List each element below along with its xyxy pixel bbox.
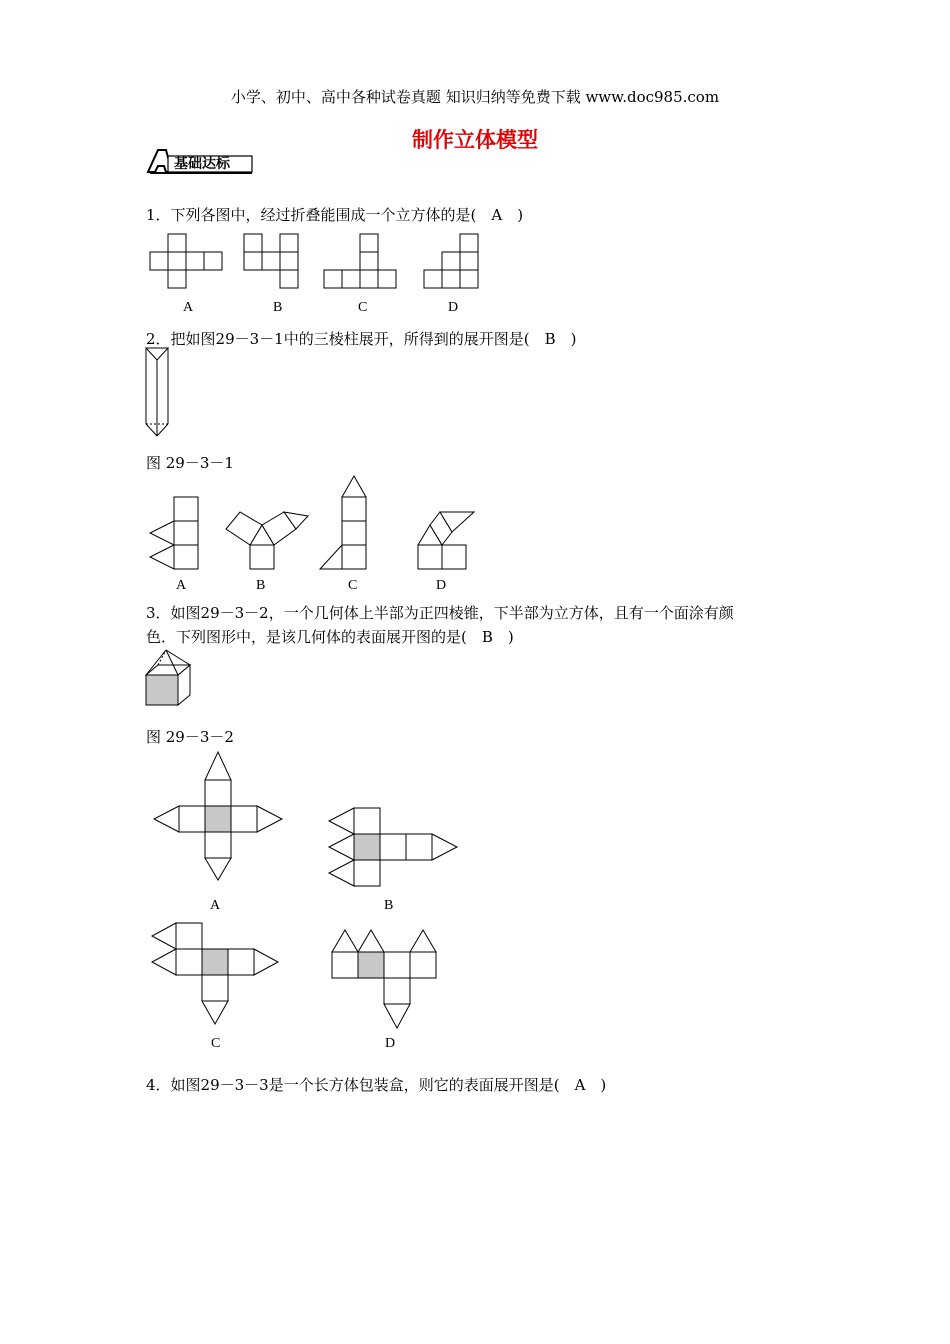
q1-option-d-label: D (448, 300, 459, 315)
q1-option-a-label: A (183, 300, 194, 315)
q3-net-b (329, 808, 457, 886)
question-3-line-2: 色．下列图形中，是该几何体的表面展开图的是( B ) (146, 628, 514, 646)
q3-option-c-label: C (211, 1036, 221, 1051)
q3-option-a-label: A (210, 898, 221, 913)
q3-net-a (154, 752, 282, 880)
q1-option-c-label: C (358, 300, 368, 315)
pyramid-cube-figure (146, 650, 190, 705)
page-header: 小学、初中、高中各种试卷真题 知识归纳等免费下载 www.doc985.com (230, 88, 720, 106)
figure-29-3-1-caption: 图 29－3－1 (146, 454, 234, 472)
question-4-text: 4．如图29－3－3是一个长方体包装盒，则它的表面展开图是( A ) (146, 1076, 607, 1094)
section-badge-label: 基础达标 (174, 156, 230, 172)
question-2-text: 2．把如图29－3－1中的三棱柱展开，所得到的展开图是( B ) (146, 330, 577, 348)
q3-option-b-label: B (384, 898, 394, 913)
q2-option-b-label: B (256, 578, 266, 593)
question-3-line-1: 3．如图29－3－2，一个几何体上半部为正四棱锥，下半部为立方体，且有一个面涂有颜 (146, 604, 734, 622)
q2-option-c-label: C (348, 578, 358, 593)
q3-option-d-label: D (385, 1036, 396, 1051)
q2-option-d-label: D (436, 578, 447, 593)
q1-option-b-label: B (273, 300, 283, 315)
q2-option-a-label: A (176, 578, 187, 593)
question-1-text: 1．下列各图中，经过折叠能围成一个立方体的是( A ) (146, 206, 524, 224)
q3-net-c (152, 923, 278, 1024)
figure-29-3-2-caption: 图 29－3－2 (146, 728, 234, 746)
q3-net-d (332, 930, 436, 1028)
page-title: 制作立体模型 (412, 127, 538, 152)
